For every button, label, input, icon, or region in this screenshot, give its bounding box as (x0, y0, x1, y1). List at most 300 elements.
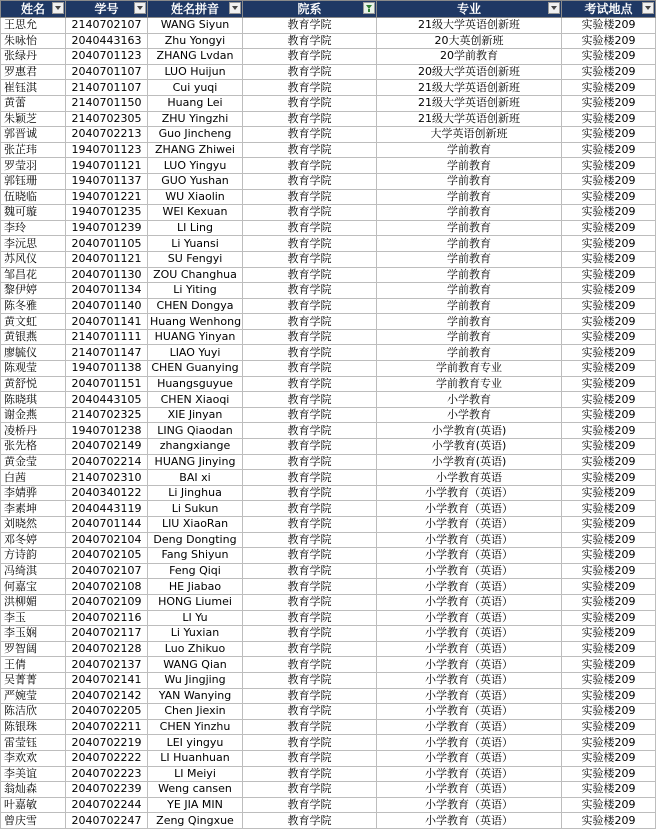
cell-name[interactable]: 刘晓然 (1, 517, 66, 533)
cell-name[interactable]: 陈观莹 (1, 361, 66, 377)
cell-department[interactable]: 教育学院 (243, 688, 377, 704)
cell-name[interactable]: 雷莹钰 (1, 735, 66, 751)
cell-name[interactable]: 李素坤 (1, 501, 66, 517)
cell-pinyin[interactable]: ZHANG Zhiwei (148, 142, 243, 158)
cell-department[interactable]: 教育学院 (243, 142, 377, 158)
cell-major[interactable]: 小学教育（英语） (377, 610, 562, 626)
cell-exam-location[interactable]: 实验楼209 (562, 704, 656, 720)
cell-student-id[interactable]: 2040701144 (66, 517, 148, 533)
cell-department[interactable]: 教育学院 (243, 563, 377, 579)
cell-department[interactable]: 教育学院 (243, 470, 377, 486)
cell-major[interactable]: 小学教育（英语） (377, 719, 562, 735)
cell-major[interactable]: 学前教育 (377, 251, 562, 267)
cell-major[interactable]: 学前教育 (377, 158, 562, 174)
cell-student-id[interactable]: 2040701107 (66, 64, 148, 80)
cell-name[interactable]: 邓冬婷 (1, 532, 66, 548)
cell-name[interactable]: 郭钰珊 (1, 173, 66, 189)
cell-department[interactable]: 教育学院 (243, 33, 377, 49)
cell-major[interactable]: 小学教育（英语） (377, 750, 562, 766)
cell-major[interactable]: 小学教育（英语） (377, 672, 562, 688)
cell-department[interactable]: 教育学院 (243, 439, 377, 455)
cell-major[interactable]: 学前教育专业 (377, 376, 562, 392)
cell-major[interactable]: 大学英语创新班 (377, 127, 562, 143)
cell-department[interactable]: 教育学院 (243, 610, 377, 626)
cell-major[interactable]: 学前教育 (377, 142, 562, 158)
cell-exam-location[interactable]: 实验楼209 (562, 657, 656, 673)
cell-major[interactable]: 小学教育（英语） (377, 704, 562, 720)
cell-major[interactable]: 小学教育（英语） (377, 594, 562, 610)
cell-pinyin[interactable]: Deng Dongting (148, 532, 243, 548)
cell-department[interactable]: 教育学院 (243, 750, 377, 766)
cell-exam-location[interactable]: 实验楼209 (562, 314, 656, 330)
cell-student-id[interactable]: 1940701137 (66, 173, 148, 189)
cell-student-id[interactable]: 1940701239 (66, 220, 148, 236)
cell-student-id[interactable]: 1940701138 (66, 361, 148, 377)
cell-exam-location[interactable]: 实验楼209 (562, 18, 656, 34)
cell-major[interactable]: 20学前教育 (377, 49, 562, 65)
cell-major[interactable]: 学前教育 (377, 329, 562, 345)
cell-name[interactable]: 廖毓仪 (1, 345, 66, 361)
cell-pinyin[interactable]: CHEN Yinzhu (148, 719, 243, 735)
cell-major[interactable]: 小学教育（英语） (377, 517, 562, 533)
cell-name[interactable]: 李玲 (1, 220, 66, 236)
cell-major[interactable]: 小学教育(英语) (377, 454, 562, 470)
cell-department[interactable]: 教育学院 (243, 813, 377, 829)
cell-pinyin[interactable]: YE JIA MIN (148, 797, 243, 813)
cell-student-id[interactable]: 2040702205 (66, 704, 148, 720)
cell-exam-location[interactable]: 实验楼209 (562, 33, 656, 49)
cell-student-id[interactable]: 1940701121 (66, 158, 148, 174)
cell-name[interactable]: 何嘉宝 (1, 579, 66, 595)
cell-pinyin[interactable]: LIU XiaoRan (148, 517, 243, 533)
cell-name[interactable]: 黎伊婷 (1, 283, 66, 299)
cell-pinyin[interactable]: Feng Qiqi (148, 563, 243, 579)
filter-dropdown-icon[interactable] (52, 2, 64, 14)
cell-name[interactable]: 黄文虹 (1, 314, 66, 330)
cell-exam-location[interactable]: 实验楼209 (562, 548, 656, 564)
cell-major[interactable]: 学前教育 (377, 267, 562, 283)
cell-pinyin[interactable]: Luo Zhikuo (148, 641, 243, 657)
cell-exam-location[interactable]: 实验楼209 (562, 766, 656, 782)
cell-pinyin[interactable]: XIE Jinyan (148, 407, 243, 423)
cell-major[interactable]: 学前教育 (377, 298, 562, 314)
cell-major[interactable]: 小学教育（英语） (377, 501, 562, 517)
cell-exam-location[interactable]: 实验楼209 (562, 610, 656, 626)
cell-pinyin[interactable]: LI Ling (148, 220, 243, 236)
cell-major[interactable]: 学前教育 (377, 220, 562, 236)
cell-major[interactable]: 小学教育(英语) (377, 423, 562, 439)
cell-department[interactable]: 教育学院 (243, 579, 377, 595)
cell-exam-location[interactable]: 实验楼209 (562, 298, 656, 314)
cell-major[interactable]: 小学教育（英语） (377, 766, 562, 782)
cell-student-id[interactable]: 2040701134 (66, 283, 148, 299)
cell-pinyin[interactable]: Cui yuqi (148, 80, 243, 96)
cell-exam-location[interactable]: 实验楼209 (562, 454, 656, 470)
cell-major[interactable]: 学前教育专业 (377, 361, 562, 377)
cell-pinyin[interactable]: LUO Yingyu (148, 158, 243, 174)
cell-pinyin[interactable]: CHEN Guanying (148, 361, 243, 377)
cell-student-id[interactable]: 2040702223 (66, 766, 148, 782)
cell-pinyin[interactable]: LI Yu (148, 610, 243, 626)
cell-name[interactable]: 王倩 (1, 657, 66, 673)
filter-dropdown-icon[interactable] (548, 2, 560, 14)
cell-pinyin[interactable]: WANG Qian (148, 657, 243, 673)
cell-major[interactable]: 小学教育（英语） (377, 813, 562, 829)
cell-name[interactable]: 李美谊 (1, 766, 66, 782)
cell-department[interactable]: 教育学院 (243, 49, 377, 65)
cell-department[interactable]: 教育学院 (243, 158, 377, 174)
cell-exam-location[interactable]: 实验楼209 (562, 797, 656, 813)
cell-pinyin[interactable]: LIAO Yuyi (148, 345, 243, 361)
cell-exam-location[interactable]: 实验楼209 (562, 423, 656, 439)
cell-student-id[interactable]: 2040702141 (66, 672, 148, 688)
cell-student-id[interactable]: 2140701147 (66, 345, 148, 361)
cell-exam-location[interactable]: 实验楼209 (562, 782, 656, 798)
filter-active-icon[interactable] (363, 2, 375, 14)
cell-department[interactable]: 教育学院 (243, 719, 377, 735)
cell-major[interactable]: 学前教育 (377, 173, 562, 189)
cell-major[interactable]: 学前教育 (377, 314, 562, 330)
cell-pinyin[interactable]: CHEN Dongya (148, 298, 243, 314)
cell-name[interactable]: 黄金莹 (1, 454, 66, 470)
cell-pinyin[interactable]: Guo Jincheng (148, 127, 243, 143)
cell-major[interactable]: 小学教育英语 (377, 470, 562, 486)
cell-exam-location[interactable]: 实验楼209 (562, 688, 656, 704)
cell-major[interactable]: 小学教育 (377, 392, 562, 408)
cell-pinyin[interactable]: ZHANG Lvdan (148, 49, 243, 65)
cell-name[interactable]: 冯绮淇 (1, 563, 66, 579)
cell-name[interactable]: 曾庆雪 (1, 813, 66, 829)
cell-major[interactable]: 小学教育（英语） (377, 797, 562, 813)
cell-student-id[interactable]: 2040702214 (66, 454, 148, 470)
cell-department[interactable]: 教育学院 (243, 64, 377, 80)
cell-pinyin[interactable]: YAN Wanying (148, 688, 243, 704)
cell-department[interactable]: 教育学院 (243, 173, 377, 189)
cell-exam-location[interactable]: 实验楼209 (562, 111, 656, 127)
cell-pinyin[interactable]: Chen Jiexin (148, 704, 243, 720)
cell-department[interactable]: 教育学院 (243, 189, 377, 205)
filter-dropdown-icon[interactable] (642, 2, 654, 14)
cell-pinyin[interactable]: WANG Siyun (148, 18, 243, 34)
cell-student-id[interactable]: 2040701151 (66, 376, 148, 392)
cell-exam-location[interactable]: 实验楼209 (562, 189, 656, 205)
cell-pinyin[interactable]: LUO Huijun (148, 64, 243, 80)
cell-pinyin[interactable]: Zhu Yongyi (148, 33, 243, 49)
cell-name[interactable]: 翁灿森 (1, 782, 66, 798)
cell-student-id[interactable]: 2040702219 (66, 735, 148, 751)
cell-department[interactable]: 教育学院 (243, 18, 377, 34)
cell-exam-location[interactable]: 实验楼209 (562, 532, 656, 548)
cell-student-id[interactable]: 2140702107 (66, 18, 148, 34)
cell-major[interactable]: 小学教育（英语） (377, 563, 562, 579)
cell-name[interactable]: 罗莹羽 (1, 158, 66, 174)
cell-department[interactable]: 教育学院 (243, 329, 377, 345)
cell-exam-location[interactable]: 实验楼209 (562, 485, 656, 501)
cell-student-id[interactable]: 2140702325 (66, 407, 148, 423)
cell-exam-location[interactable]: 实验楼209 (562, 267, 656, 283)
cell-exam-location[interactable]: 实验楼209 (562, 329, 656, 345)
cell-exam-location[interactable]: 实验楼209 (562, 95, 656, 111)
cell-name[interactable]: 凌桥丹 (1, 423, 66, 439)
cell-exam-location[interactable]: 实验楼209 (562, 579, 656, 595)
cell-name[interactable]: 张先格 (1, 439, 66, 455)
cell-major[interactable]: 小学教育（英语） (377, 735, 562, 751)
cell-department[interactable]: 教育学院 (243, 548, 377, 564)
cell-department[interactable]: 教育学院 (243, 485, 377, 501)
cell-student-id[interactable]: 2040702105 (66, 548, 148, 564)
cell-pinyin[interactable]: Li Yiting (148, 283, 243, 299)
cell-pinyin[interactable]: zhangxiange (148, 439, 243, 455)
cell-department[interactable]: 教育学院 (243, 220, 377, 236)
cell-student-id[interactable]: 2040702211 (66, 719, 148, 735)
cell-major[interactable]: 21级大学英语创新班 (377, 111, 562, 127)
cell-major[interactable]: 小学教育（英语） (377, 782, 562, 798)
cell-name[interactable]: 张芷玮 (1, 142, 66, 158)
cell-major[interactable]: 小学教育(英语) (377, 439, 562, 455)
cell-department[interactable]: 教育学院 (243, 641, 377, 657)
cell-name[interactable]: 方诗韵 (1, 548, 66, 564)
cell-student-id[interactable]: 2040443119 (66, 501, 148, 517)
cell-student-id[interactable]: 2040702213 (66, 127, 148, 143)
cell-student-id[interactable]: 2040701140 (66, 298, 148, 314)
cell-pinyin[interactable]: Zeng Qingxue (148, 813, 243, 829)
cell-name[interactable]: 黄蕾 (1, 95, 66, 111)
cell-department[interactable]: 教育学院 (243, 80, 377, 96)
cell-student-id[interactable]: 2040702109 (66, 594, 148, 610)
cell-exam-location[interactable]: 实验楼209 (562, 80, 656, 96)
cell-exam-location[interactable]: 实验楼209 (562, 361, 656, 377)
cell-student-id[interactable]: 2040702116 (66, 610, 148, 626)
filter-dropdown-icon[interactable] (134, 2, 146, 14)
cell-name[interactable]: 魏可璇 (1, 205, 66, 221)
cell-department[interactable]: 教育学院 (243, 423, 377, 439)
cell-name[interactable]: 李欢欢 (1, 750, 66, 766)
cell-student-id[interactable]: 2040702222 (66, 750, 148, 766)
cell-exam-location[interactable]: 实验楼209 (562, 345, 656, 361)
cell-name[interactable]: 伍晓临 (1, 189, 66, 205)
cell-pinyin[interactable]: LI Meiyi (148, 766, 243, 782)
cell-major[interactable]: 小学教育（英语） (377, 641, 562, 657)
cell-major[interactable]: 20大英创新班 (377, 33, 562, 49)
cell-name[interactable]: 王思允 (1, 18, 66, 34)
cell-major[interactable]: 21级大学英语创新班 (377, 18, 562, 34)
cell-student-id[interactable]: 2040702137 (66, 657, 148, 673)
cell-major[interactable]: 21级大学英语创新班 (377, 80, 562, 96)
cell-major[interactable]: 学前教育 (377, 283, 562, 299)
cell-exam-location[interactable]: 实验楼209 (562, 672, 656, 688)
cell-department[interactable]: 教育学院 (243, 392, 377, 408)
cell-name[interactable]: 洪柳媚 (1, 594, 66, 610)
cell-department[interactable]: 教育学院 (243, 657, 377, 673)
cell-student-id[interactable]: 2140702305 (66, 111, 148, 127)
cell-student-id[interactable]: 1940701235 (66, 205, 148, 221)
cell-pinyin[interactable]: ZHU Yingzhi (148, 111, 243, 127)
cell-department[interactable]: 教育学院 (243, 127, 377, 143)
cell-student-id[interactable]: 2040702117 (66, 626, 148, 642)
cell-pinyin[interactable]: HONG Liumei (148, 594, 243, 610)
cell-department[interactable]: 教育学院 (243, 766, 377, 782)
cell-student-id[interactable]: 2040702108 (66, 579, 148, 595)
cell-exam-location[interactable]: 实验楼209 (562, 220, 656, 236)
cell-pinyin[interactable]: Huang Wenhong (148, 314, 243, 330)
cell-exam-location[interactable]: 实验楼209 (562, 251, 656, 267)
cell-pinyin[interactable]: Li Yuansi (148, 236, 243, 252)
cell-student-id[interactable]: 2140702310 (66, 470, 148, 486)
cell-name[interactable]: 李玉娴 (1, 626, 66, 642)
cell-student-id[interactable]: 2040702128 (66, 641, 148, 657)
cell-student-id[interactable]: 2140701150 (66, 95, 148, 111)
cell-student-id[interactable]: 2040702247 (66, 813, 148, 829)
cell-department[interactable]: 教育学院 (243, 672, 377, 688)
cell-name[interactable]: 张绿丹 (1, 49, 66, 65)
cell-exam-location[interactable]: 实验楼209 (562, 735, 656, 751)
cell-name[interactable]: 郭晋诚 (1, 127, 66, 143)
cell-major[interactable]: 小学教育 (377, 407, 562, 423)
cell-major[interactable]: 学前教育 (377, 345, 562, 361)
cell-pinyin[interactable]: LING Qiaodan (148, 423, 243, 439)
cell-department[interactable]: 教育学院 (243, 704, 377, 720)
cell-exam-location[interactable]: 实验楼209 (562, 594, 656, 610)
cell-major[interactable]: 小学教育（英语） (377, 548, 562, 564)
cell-exam-location[interactable]: 实验楼209 (562, 501, 656, 517)
cell-name[interactable]: 朱咏怡 (1, 33, 66, 49)
cell-student-id[interactable]: 2040340122 (66, 485, 148, 501)
cell-major[interactable]: 小学教育（英语） (377, 626, 562, 642)
cell-pinyin[interactable]: BAI xi (148, 470, 243, 486)
cell-student-id[interactable]: 2040702149 (66, 439, 148, 455)
cell-name[interactable]: 黄舒悦 (1, 376, 66, 392)
cell-department[interactable]: 教育学院 (243, 298, 377, 314)
cell-pinyin[interactable]: HUANG Yinyan (148, 329, 243, 345)
cell-student-id[interactable]: 2040701141 (66, 314, 148, 330)
cell-exam-location[interactable]: 实验楼209 (562, 142, 656, 158)
cell-department[interactable]: 教育学院 (243, 236, 377, 252)
cell-name[interactable]: 邹昌花 (1, 267, 66, 283)
cell-pinyin[interactable]: Weng cansen (148, 782, 243, 798)
cell-major[interactable]: 小学教育（英语） (377, 485, 562, 501)
cell-pinyin[interactable]: Huang Lei (148, 95, 243, 111)
cell-student-id[interactable]: 1940701221 (66, 189, 148, 205)
cell-exam-location[interactable]: 实验楼209 (562, 205, 656, 221)
cell-name[interactable]: 吴菁菁 (1, 672, 66, 688)
cell-department[interactable]: 教育学院 (243, 782, 377, 798)
cell-major[interactable]: 小学教育（英语） (377, 657, 562, 673)
cell-pinyin[interactable]: Fang Shiyun (148, 548, 243, 564)
cell-name[interactable]: 崔钰淇 (1, 80, 66, 96)
cell-department[interactable]: 教育学院 (243, 517, 377, 533)
cell-name[interactable]: 朱颖芝 (1, 111, 66, 127)
cell-department[interactable]: 教育学院 (243, 501, 377, 517)
cell-department[interactable]: 教育学院 (243, 345, 377, 361)
cell-exam-location[interactable]: 实验楼209 (562, 626, 656, 642)
cell-department[interactable]: 教育学院 (243, 314, 377, 330)
cell-department[interactable]: 教育学院 (243, 797, 377, 813)
cell-major[interactable]: 小学教育（英语） (377, 532, 562, 548)
cell-department[interactable]: 教育学院 (243, 251, 377, 267)
cell-name[interactable]: 李玉 (1, 610, 66, 626)
cell-exam-location[interactable]: 实验楼209 (562, 517, 656, 533)
cell-name[interactable]: 谢金燕 (1, 407, 66, 423)
cell-name[interactable]: 白茜 (1, 470, 66, 486)
cell-pinyin[interactable]: HUANG Jinying (148, 454, 243, 470)
cell-exam-location[interactable]: 实验楼209 (562, 750, 656, 766)
cell-department[interactable]: 教育学院 (243, 532, 377, 548)
cell-major[interactable]: 学前教育 (377, 189, 562, 205)
cell-student-id[interactable]: 1940701238 (66, 423, 148, 439)
cell-exam-location[interactable]: 实验楼209 (562, 470, 656, 486)
cell-student-id[interactable]: 2040701130 (66, 267, 148, 283)
cell-pinyin[interactable]: LEI yingyu (148, 735, 243, 751)
cell-major[interactable]: 小学教育（英语） (377, 579, 562, 595)
cell-exam-location[interactable]: 实验楼209 (562, 813, 656, 829)
cell-exam-location[interactable]: 实验楼209 (562, 64, 656, 80)
cell-student-id[interactable]: 2040701123 (66, 49, 148, 65)
cell-student-id[interactable]: 2040702104 (66, 532, 148, 548)
filter-dropdown-icon[interactable] (229, 2, 241, 14)
cell-exam-location[interactable]: 实验楼209 (562, 376, 656, 392)
cell-pinyin[interactable]: GUO Yushan (148, 173, 243, 189)
cell-student-id[interactable]: 2040702244 (66, 797, 148, 813)
cell-name[interactable]: 罗惠君 (1, 64, 66, 80)
cell-name[interactable]: 陈银珠 (1, 719, 66, 735)
cell-department[interactable]: 教育学院 (243, 95, 377, 111)
cell-pinyin[interactable]: HE Jiabao (148, 579, 243, 595)
cell-student-id[interactable]: 2040702107 (66, 563, 148, 579)
cell-department[interactable]: 教育学院 (243, 111, 377, 127)
cell-major[interactable]: 20级大学英语创新班 (377, 64, 562, 80)
cell-department[interactable]: 教育学院 (243, 267, 377, 283)
cell-name[interactable]: 陈洁欣 (1, 704, 66, 720)
cell-exam-location[interactable]: 实验楼209 (562, 236, 656, 252)
cell-exam-location[interactable]: 实验楼209 (562, 158, 656, 174)
cell-pinyin[interactable]: Wu Jingjing (148, 672, 243, 688)
cell-exam-location[interactable]: 实验楼209 (562, 173, 656, 189)
cell-name[interactable]: 严婉莹 (1, 688, 66, 704)
cell-exam-location[interactable]: 实验楼209 (562, 283, 656, 299)
cell-name[interactable]: 黄银燕 (1, 329, 66, 345)
cell-pinyin[interactable]: LI Huanhuan (148, 750, 243, 766)
cell-major[interactable]: 小学教育（英语） (377, 688, 562, 704)
cell-pinyin[interactable]: Li Yuxian (148, 626, 243, 642)
cell-major[interactable]: 学前教育 (377, 236, 562, 252)
cell-department[interactable]: 教育学院 (243, 626, 377, 642)
cell-student-id[interactable]: 2040701121 (66, 251, 148, 267)
cell-department[interactable]: 教育学院 (243, 205, 377, 221)
cell-student-id[interactable]: 2040701105 (66, 236, 148, 252)
cell-pinyin[interactable]: Li Sukun (148, 501, 243, 517)
cell-department[interactable]: 教育学院 (243, 283, 377, 299)
cell-name[interactable]: 罗智阔 (1, 641, 66, 657)
cell-name[interactable]: 叶嘉敏 (1, 797, 66, 813)
cell-student-id[interactable]: 2040443163 (66, 33, 148, 49)
cell-pinyin[interactable]: CHEN Xiaoqi (148, 392, 243, 408)
cell-student-id[interactable]: 2040702239 (66, 782, 148, 798)
cell-name[interactable]: 陈晓琪 (1, 392, 66, 408)
cell-exam-location[interactable]: 实验楼209 (562, 719, 656, 735)
cell-student-id[interactable]: 2040702142 (66, 688, 148, 704)
cell-student-id[interactable]: 2040443105 (66, 392, 148, 408)
cell-student-id[interactable]: 1940701123 (66, 142, 148, 158)
cell-exam-location[interactable]: 实验楼209 (562, 439, 656, 455)
cell-name[interactable]: 陈冬雅 (1, 298, 66, 314)
cell-student-id[interactable]: 2140701111 (66, 329, 148, 345)
cell-major[interactable]: 学前教育 (377, 205, 562, 221)
cell-department[interactable]: 教育学院 (243, 361, 377, 377)
cell-name[interactable]: 李沅思 (1, 236, 66, 252)
cell-student-id[interactable]: 2140701107 (66, 80, 148, 96)
cell-pinyin[interactable]: Huangsguyue (148, 376, 243, 392)
cell-department[interactable]: 教育学院 (243, 594, 377, 610)
